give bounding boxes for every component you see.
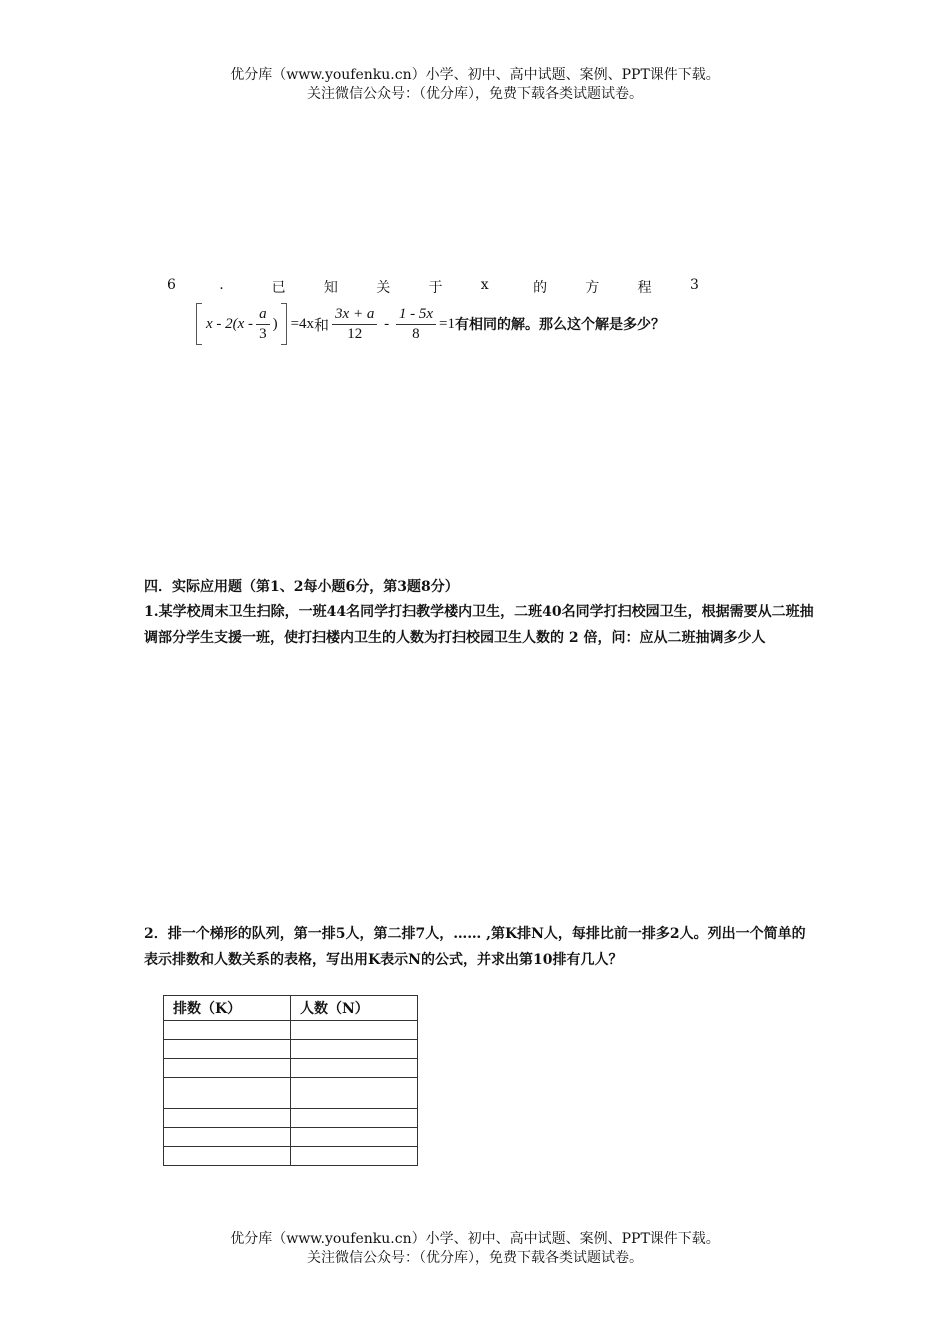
- question-1-text: 1.某学校周末卫生扫除，一班44名同学打扫教学楼内卫生，二班40名同学打扫校园卫生，根据需要从二班抽调部分学生支援一班，使打扫楼内卫生的人数为打扫校园卫生人数的 2 倍，问：应从二班抽调多少人: [144, 604, 814, 646]
- eq2-fraction-1: [332, 305, 377, 344]
- footer-line-1: 优分库（www.youfenku.cn）小学、初中、高中试题、案例、PPT课件下载。: [230, 1231, 720, 1247]
- header-line-1: 优分库（www.youfenku.cn）小学、初中、高中试题、案例、PPT课件下载。: [230, 67, 720, 83]
- q6-char: 关: [376, 280, 391, 296]
- table-cell[interactable]: [164, 1040, 291, 1059]
- eq2-frac2-den: 8: [412, 325, 420, 342]
- left-bracket: [196, 303, 202, 345]
- table-cell[interactable]: [291, 1128, 418, 1147]
- question-6-prompt: [167, 277, 742, 297]
- eq1-rhs: =4x: [290, 315, 315, 332]
- q6-char: 3: [689, 277, 699, 293]
- table-cell[interactable]: [164, 1078, 291, 1109]
- connector: 和: [314, 317, 330, 334]
- table-cell[interactable]: [164, 1059, 291, 1078]
- table-cell[interactable]: [291, 1059, 418, 1078]
- rows-people-table: [163, 995, 418, 1166]
- table-cell[interactable]: [291, 1147, 418, 1166]
- eq2-fraction-2: [396, 305, 436, 344]
- table-row: [164, 1040, 418, 1059]
- table-header-row: [164, 996, 418, 1021]
- eq1-frac-den: 3: [259, 325, 267, 342]
- q6-char: 于: [428, 280, 443, 296]
- table-cell[interactable]: [164, 1021, 291, 1040]
- eq1-fraction: [256, 305, 270, 344]
- question-2-text: 2．排一个梯形的队列，第一排5人，第二排7人，…… ,第K排N人，每排比前一排多2人。列出一个简单的表示排数和人数关系的表格，写出用K表示N的公式，并求出第10排有几人？: [144, 926, 806, 968]
- eq2-frac1-num: 3x + a: [332, 305, 377, 325]
- eq2-frac1-den: 12: [347, 325, 363, 342]
- table-row: [164, 1078, 418, 1109]
- q6-equations: [196, 300, 665, 348]
- q6-char: 程: [637, 280, 652, 296]
- section-4-title: 四．实际应用题（第1、2每小题6分，第3题8分）: [144, 579, 459, 595]
- table-row: [164, 1059, 418, 1078]
- table-row: [164, 1128, 418, 1147]
- eq2-rhs: =1: [438, 315, 455, 332]
- table-cell[interactable]: [164, 1128, 291, 1147]
- table-cell[interactable]: [291, 1109, 418, 1128]
- header-rows-k: 排数（K）: [164, 996, 291, 1021]
- table-cell[interactable]: [164, 1109, 291, 1128]
- header-people-n: 人数（N）: [291, 996, 418, 1021]
- header-line-2: 关注微信公众号：（优分库），免费下载各类试题试卷。: [307, 86, 643, 102]
- footer-line-2: 关注微信公众号：（优分库），免费下载各类试题试卷。: [307, 1250, 643, 1266]
- eq2-minus: -: [380, 315, 393, 332]
- table-cell[interactable]: [291, 1021, 418, 1040]
- q6-char: 方: [585, 280, 600, 296]
- q6-char: 的: [533, 280, 548, 296]
- right-bracket: [281, 303, 287, 345]
- table-row: [164, 1147, 418, 1166]
- eq1-lhs: x - 2(x -: [206, 315, 254, 332]
- q6-char: x: [480, 277, 489, 293]
- table-cell[interactable]: [164, 1147, 291, 1166]
- table-row: [164, 1109, 418, 1128]
- q6-char: .: [219, 277, 224, 293]
- table-row: [164, 1021, 418, 1040]
- q6-question: 有相同的解。那么这个解是多少？: [454, 318, 665, 333]
- q6-char: 知: [323, 280, 338, 296]
- eq2-frac2-num: 1 - 5x: [396, 305, 436, 325]
- eq1-frac-num: a: [256, 305, 270, 325]
- table-cell[interactable]: [291, 1078, 418, 1109]
- q6-char: 6: [167, 277, 176, 293]
- table-cell[interactable]: [291, 1040, 418, 1059]
- eq1-close-paren: ): [272, 315, 278, 332]
- q6-char: 已: [271, 280, 286, 296]
